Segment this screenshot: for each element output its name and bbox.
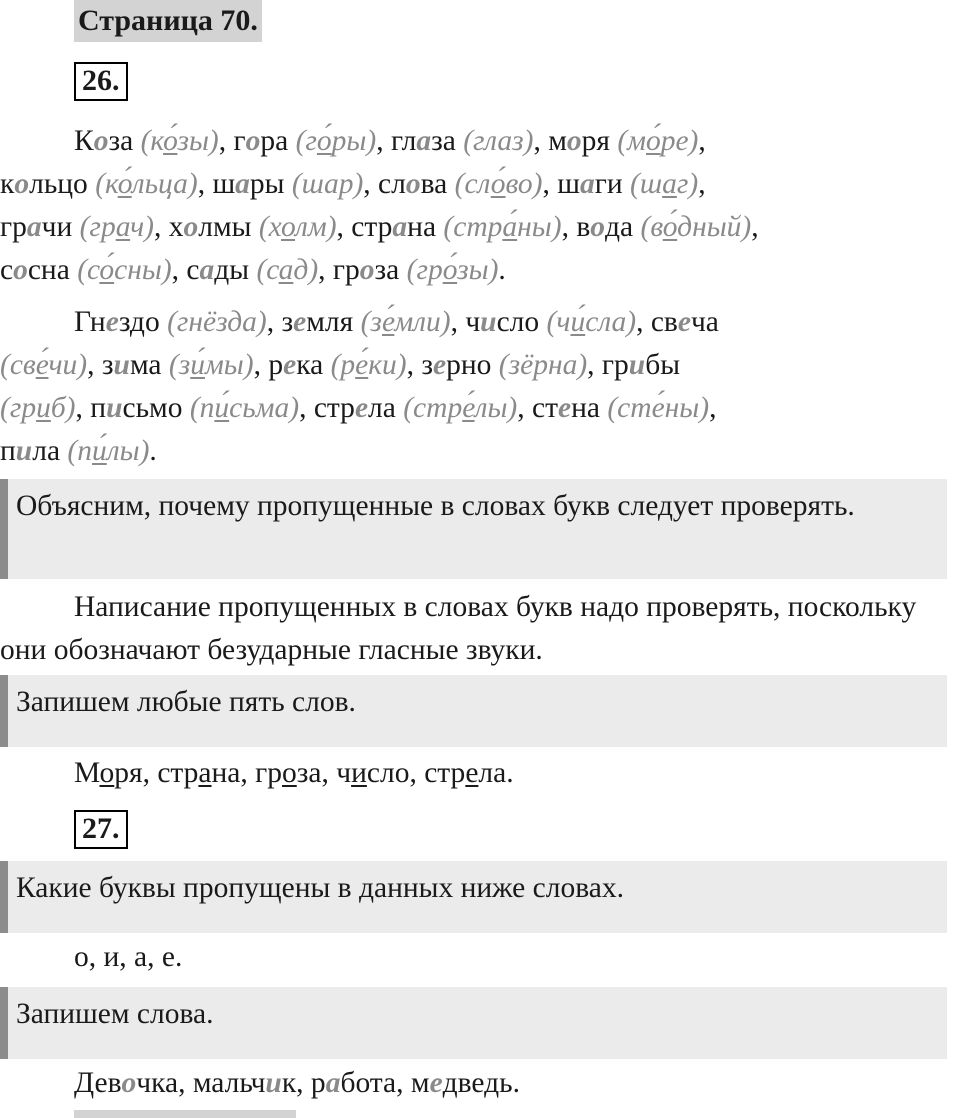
text-segment: и [265, 1067, 282, 1099]
question-text: Запишем любые пять слов. [16, 686, 356, 718]
text-segment: (з [168, 349, 191, 381]
text-segment: (к [140, 125, 164, 157]
text-segment: а [278, 254, 294, 286]
task-number-27: 27. [74, 810, 128, 849]
text-segment: дведь. [442, 1067, 520, 1099]
text-segment: на, гр [211, 757, 282, 789]
text-segment: (глаз) [463, 125, 534, 157]
text-segment: , сл [363, 168, 406, 200]
text-segment: (ч [546, 306, 571, 338]
text-segment: о [245, 125, 261, 157]
text-segment: , гр [318, 254, 360, 286]
text-segment: о [93, 125, 109, 157]
text-segment: о [121, 1067, 137, 1099]
text-segment: и [106, 392, 123, 424]
text-segment: а [26, 211, 42, 243]
text-segment: ́мы) [204, 349, 254, 381]
text-segment: лм) [295, 211, 337, 243]
text-segment: (г [295, 125, 317, 157]
text-segment: и [214, 392, 230, 424]
text-segment: мля [306, 306, 361, 338]
text-segment: (з [360, 306, 382, 338]
task-number-value: 26 [82, 64, 112, 97]
text-segment: (п [189, 392, 215, 424]
text-segment: и [92, 435, 107, 467]
text-segment: о [590, 211, 606, 243]
text-segment: чи [41, 211, 80, 243]
text-segment: сло [496, 306, 547, 338]
text-segment: ды [214, 254, 257, 286]
p1-line-2 [0, 163, 955, 206]
task-number-value: 27 [82, 812, 112, 845]
text-segment: о [566, 125, 582, 157]
text-segment: ва [420, 168, 455, 200]
text-segment: , гл [376, 125, 417, 157]
text-segment: , ч [450, 306, 481, 338]
text-segment: сна [27, 254, 78, 286]
text-segment: ́ки) [368, 349, 407, 381]
text-segment: лмы [198, 211, 259, 243]
text-segment: ́зы) [457, 254, 499, 286]
text-segment: (ш [630, 168, 663, 200]
text-segment: рно [446, 349, 499, 381]
text-segment: а [392, 211, 408, 243]
text-segment: е [429, 1067, 443, 1099]
text-segment: е [35, 349, 49, 381]
p1-line-1 [0, 120, 955, 163]
text-segment: е [677, 306, 691, 338]
text-segment: е [465, 757, 479, 789]
text-segment: и [113, 349, 130, 381]
task26-answer-1 [0, 586, 955, 672]
text-segment: о [163, 125, 178, 157]
answer-text: о, и, а, е. [74, 941, 183, 973]
p2-line-3 [0, 387, 955, 430]
p2-line-1 [0, 301, 955, 344]
text-segment: и [570, 306, 586, 338]
text-segment: к, р [281, 1067, 326, 1099]
text-segment: . [498, 254, 506, 286]
text-segment: (шар) [291, 168, 364, 200]
text-segment: (к [95, 168, 118, 200]
task26-words-paragraph-2 [0, 301, 955, 473]
text-segment: да [605, 211, 641, 243]
text-segment: (в [640, 211, 663, 243]
text-segment: а [579, 168, 595, 200]
text-segment: ́дный) [677, 211, 752, 243]
text-segment: о [442, 254, 458, 286]
text-segment: , п [75, 392, 107, 424]
text-segment: , г [218, 125, 246, 157]
text-segment: , [751, 211, 759, 243]
text-segment: М [74, 757, 100, 789]
text-segment: ра [260, 125, 296, 157]
text-segment: ́ны) [517, 211, 562, 243]
text-segment: льцо [29, 168, 96, 200]
text-segment: о [490, 168, 506, 200]
text-segment: о [282, 757, 297, 789]
next-page-title-bar [74, 1110, 296, 1118]
question-text: Какие буквы пропущены в данных ниже словах. [16, 872, 624, 904]
text-segment: , св [636, 306, 678, 338]
text-segment: (гр [79, 211, 116, 243]
text-segment: ́сны) [114, 254, 172, 286]
text-segment: ́во) [505, 168, 543, 200]
text-segment: е [462, 392, 475, 424]
text-segment: о [99, 254, 115, 286]
task27-question-2 [0, 987, 947, 1059]
text-segment: , гр [587, 349, 629, 381]
text-segment: ча [690, 306, 719, 338]
task26-question-1 [0, 479, 947, 579]
text-segment: а [198, 757, 212, 789]
p2-line-2 [0, 344, 955, 387]
text-segment: и [628, 349, 646, 381]
text-segment: и [351, 757, 367, 789]
text-segment: бы [645, 349, 681, 381]
text-segment: ́сла) [585, 306, 637, 338]
text-segment: о [662, 211, 678, 243]
text-segment: о [117, 168, 132, 200]
text-segment: , з [87, 349, 114, 381]
text-segment: (х [258, 211, 282, 243]
text-segment: ч) [130, 211, 154, 243]
text-segment: (гр [0, 392, 37, 424]
text-segment: (сл [454, 168, 491, 200]
text-segment: е [558, 392, 572, 424]
text-segment: сьмо [122, 392, 190, 424]
text-segment: о [405, 168, 421, 200]
text-segment: гр [0, 211, 27, 243]
text-segment: о [14, 168, 30, 200]
text-segment: ла. [478, 757, 514, 789]
text-segment: ла [32, 435, 68, 467]
text-segment: , ш [542, 168, 580, 200]
text-segment: е [381, 306, 395, 338]
text-segment: а [115, 211, 131, 243]
text-segment: ́лы) [106, 435, 150, 467]
text-segment: а [235, 168, 250, 200]
text-segment: ла [368, 392, 404, 424]
text-segment: а [199, 254, 215, 286]
text-segment: , ст [517, 392, 558, 424]
text-segment: (стр [403, 392, 463, 424]
text-segment: . [149, 435, 157, 467]
text-segment: за [108, 125, 141, 157]
text-segment: и [190, 349, 205, 381]
p2-line-4 [0, 430, 955, 473]
text-segment: на [407, 211, 444, 243]
text-segment: сло, стр [366, 757, 466, 789]
text-segment: ры [249, 168, 292, 200]
text-segment: е [355, 349, 369, 381]
text-segment: ря [581, 125, 618, 157]
text-segment: за, ч [296, 757, 352, 789]
text-segment: (св [0, 349, 36, 381]
text-segment: ́чи) [48, 349, 88, 381]
text-segment: (зёрна) [498, 349, 588, 381]
text-segment: ря, стр [114, 757, 199, 789]
text-segment: , стр [299, 392, 355, 424]
task27-answer-1 [0, 936, 955, 979]
text-segment: , [698, 125, 706, 157]
text-segment: а [416, 125, 432, 157]
text-segment: чка, мальч [136, 1067, 266, 1099]
text-segment: а [325, 1067, 341, 1099]
text-segment: , м [533, 125, 567, 157]
text-segment: , х [153, 211, 184, 243]
text-segment: ́ры) [331, 125, 377, 157]
text-segment: Дев [74, 1067, 122, 1099]
text-segment: и [15, 435, 33, 467]
text-segment: , з [406, 349, 434, 381]
text-segment: а [662, 168, 677, 200]
text-segment: п [0, 435, 16, 467]
p1-line-3 [0, 206, 955, 249]
text-segment: ́лы) [474, 392, 518, 424]
task27-answer-2 [0, 1062, 955, 1105]
text-segment: ́ре) [660, 125, 699, 157]
text-segment: о [99, 757, 115, 789]
text-segment: (р [330, 349, 356, 381]
text-segment: за [374, 254, 407, 286]
text-segment: о [13, 254, 28, 286]
text-segment: , з [266, 306, 294, 338]
text-segment: ́сьма) [229, 392, 300, 424]
text-segment: с [0, 254, 14, 286]
text-segment: за [431, 125, 464, 157]
text-segment: , стр [336, 211, 393, 243]
p1-line-4 [0, 249, 955, 292]
task26-words-paragraph-1 [0, 120, 955, 292]
text-segment: е [105, 306, 119, 338]
text-segment: , ш [197, 168, 236, 200]
text-segment: ́мли) [394, 306, 451, 338]
text-segment: к [0, 168, 15, 200]
text-segment: (сте́ны) [607, 392, 710, 424]
text-segment: , с [171, 254, 200, 286]
text-segment: о [183, 211, 199, 243]
task27-question-1 [0, 861, 947, 933]
text-segment: е [433, 349, 447, 381]
text-segment: е [283, 349, 297, 381]
text-segment: д) [293, 254, 319, 286]
text-segment: бота, м [340, 1067, 430, 1099]
text-segment: , в [561, 211, 591, 243]
task-number-26: 26. [74, 62, 128, 101]
text-segment: о [281, 211, 296, 243]
text-segment: ́зы) [177, 125, 219, 157]
question-text: Объясним, почему пропущенные в словах букв следует проверять. [16, 490, 855, 522]
text-segment: (стр [443, 211, 503, 243]
task26-answer-2 [0, 752, 955, 795]
text-segment: а [502, 211, 518, 243]
text-segment: (гнёзда) [167, 306, 267, 338]
text-segment: е [354, 392, 369, 424]
answer-text: Написание пропущенных в словах букв надо проверять, поскольку они обозначают безударные гласные звуки. [0, 591, 917, 666]
text-segment: г) [676, 168, 699, 200]
text-segment: о [316, 125, 332, 157]
text-segment: (гр [406, 254, 443, 286]
text-segment: , р [253, 349, 284, 381]
text-segment: на [571, 392, 608, 424]
text-segment: , [709, 392, 717, 424]
text-segment: , [698, 168, 706, 200]
text-segment: (п [67, 435, 92, 467]
text-segment: ́льца) [131, 168, 198, 200]
text-segment: о [359, 254, 375, 286]
text-segment: и [36, 392, 51, 424]
text-segment: б) [50, 392, 76, 424]
page-title: Страница 70. [74, 0, 262, 42]
text-segment: (с [256, 254, 279, 286]
text-segment: К [74, 125, 94, 157]
question-text: Запишем слова. [16, 998, 214, 1030]
text-segment: ги [594, 168, 630, 200]
text-segment: (с [77, 254, 100, 286]
task26-question-2 [0, 675, 947, 747]
text-segment: ка [296, 349, 331, 381]
text-segment: (м [617, 125, 646, 157]
text-segment: Гн [74, 306, 106, 338]
text-segment: здо [118, 306, 168, 338]
text-segment: о [645, 125, 661, 157]
text-segment: ма [129, 349, 169, 381]
text-segment: и [480, 306, 497, 338]
text-segment: е [293, 306, 307, 338]
